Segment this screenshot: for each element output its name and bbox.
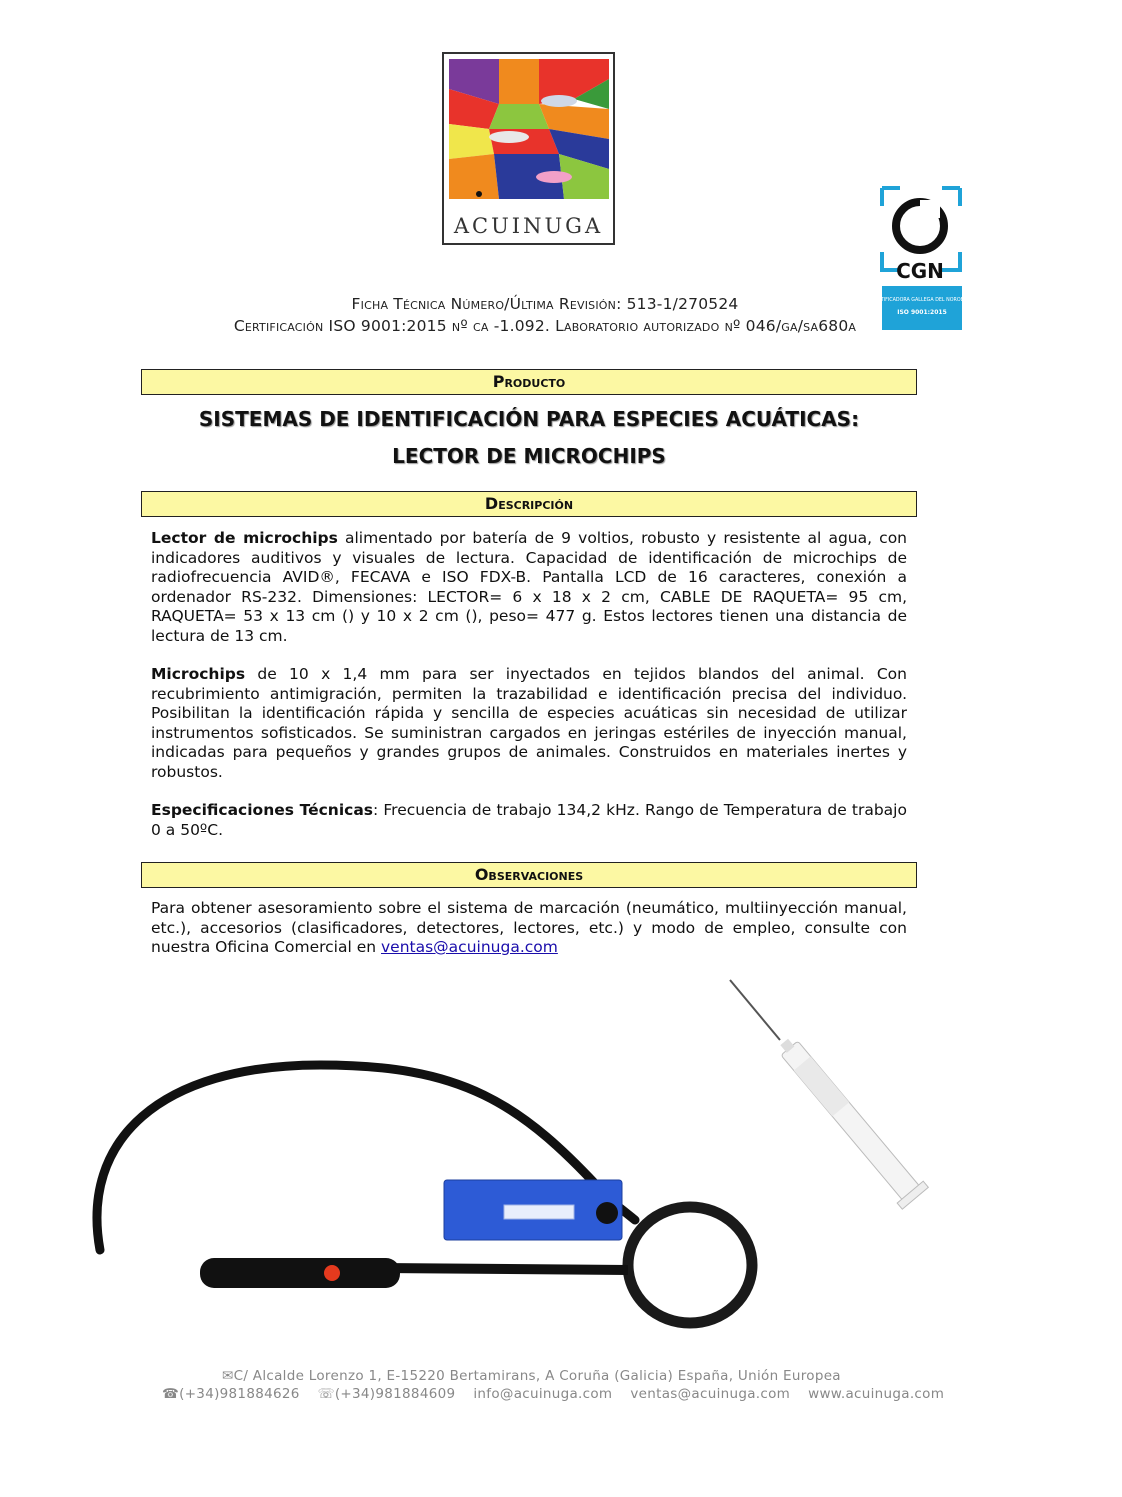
section-bar-description: Descripción — [141, 491, 917, 517]
paragraph-reader — [151, 529, 907, 647]
footer-sales-email[interactable]: ventas@acuinuga.com — [630, 1386, 791, 1402]
product-title-line2: LECTOR DE MICROCHIPS — [392, 444, 666, 468]
fax-icon: ☏ — [317, 1386, 335, 1402]
footer-phone: (+34)981884626 — [179, 1386, 300, 1402]
paragraph-observations — [151, 899, 907, 958]
paragraph-specifications — [151, 801, 907, 840]
product-title-line1: SISTEMAS DE IDENTIFICACIÓN PARA ESPECIES ACUÁTICAS: — [198, 407, 860, 431]
mail-icon: ✉ — [222, 1368, 234, 1384]
certification-line: Certificación ISO 9001:2015 nº ca -1.092. Laboratorio autorizado nº 046/ga/sa680a — [233, 317, 857, 335]
paragraph-microchips — [151, 665, 907, 783]
syringe-image — [730, 980, 928, 1209]
observations-text: Para obtener asesoramiento sobre el sistema de marcación (neumático, multiinyección manual, etc.), accesorios (clasificadores, detectores, lectores, etc.) y modo de empleo, consulte con nuestra Oficina Comercial en — [151, 899, 907, 957]
reader-device-image — [97, 1065, 752, 1323]
footer-website[interactable]: www.acuinuga.com — [808, 1386, 945, 1402]
sales-email-link[interactable]: ventas@acuinuga.com — [381, 938, 558, 957]
footer-contacts — [162, 1386, 1062, 1402]
reader-text: alimentado por batería de 9 voltios, robusto y resistente al agua, con indicadores auditivos y visuales de lectura. Capacidad de identificación de microchips de radiofrecuencia AVID®, FECAVA e ISO FDX-B. Pantalla LCD de 16 caracteres, conexión a ordenador RS-232. Dimensiones: LECTOR= 6 x 18 x 2 cm, CABLE DE RAQUETA= 95 cm, RAQUETA= 53 x 13 cm () y 10 x 2 cm (), peso= 477 g. Estos lectores tienen una distancia de lectura de 13 cm. — [151, 529, 907, 645]
footer-info-email[interactable]: info@acuinuga.com — [473, 1386, 613, 1402]
product-photo — [80, 970, 960, 1340]
seal-iso: ISO 9001:2015 — [897, 309, 947, 316]
phone-icon: ☎ — [162, 1386, 180, 1402]
company-logo — [442, 52, 615, 245]
seal-letters: CGN — [896, 259, 944, 283]
logo-fish-art — [449, 59, 609, 199]
reader-term: Lector de microchips — [151, 529, 338, 547]
specs-text: : Frecuencia de trabajo 134,2 kHz. Rango de Temperatura de trabajo 0 a 50ºC. — [151, 801, 907, 839]
footer-fax: (+34)981884609 — [334, 1386, 456, 1402]
address-text: C/ Alcalde Lorenzo 1, E-15220 Bertamirans, A Coruña (Galicia) España, Unión Europea — [233, 1368, 841, 1384]
microchips-term: Microchips — [151, 665, 246, 683]
logo-wordmark: ACUINUGA — [453, 214, 604, 238]
footer-address — [222, 1368, 1122, 1384]
section-bar-observations: Observaciones — [141, 862, 917, 888]
seal-subtitle: CERTIFICADORA GALLEGA DEL NOROESTE — [871, 298, 973, 303]
section-bar-product: Producto — [141, 369, 917, 395]
datasheet-revision-line: Ficha Técnica Número/Última Revisión: 513-1/270524 — [351, 295, 739, 313]
specs-term: Especificaciones Técnicas — [151, 801, 374, 819]
microchips-text: de 10 x 1,4 mm para ser inyectados en tejidos blandos del animal. Con recubrimiento antimigración, permiten la trazabilidad e identificación precisa del individuo. Posibilitan la identificación rápida y sencilla de especies acuáticas sin necesidad de utilizar instrumentos sofisticados. Se suministran cargados en jeringas estériles de inyección manual, indicadas para pequeños y grandes grupos de animales. Construidos en materiales inertes y robustos. — [151, 665, 907, 781]
